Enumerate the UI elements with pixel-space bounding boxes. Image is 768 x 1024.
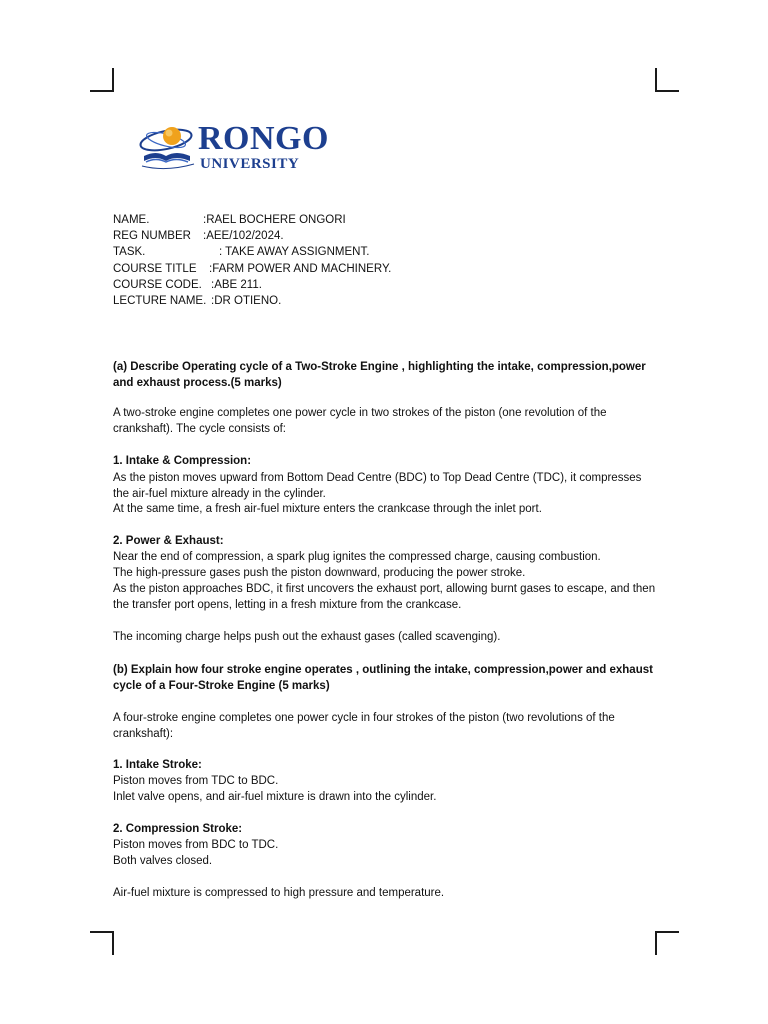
info-label: REG NUMBER bbox=[113, 230, 191, 243]
info-label: NAME. bbox=[113, 214, 150, 226]
info-value: :ABE 211. bbox=[211, 278, 262, 291]
section-intake-compression-text-2: At the same time, a fresh air-fuel mixture enters the crankcase through the inlet port. bbox=[113, 503, 542, 515]
info-value: : TAKE AWAY ASSIGNMENT. bbox=[219, 246, 370, 259]
section-power-exhaust-text-2: The high-pressure gases push the piston downward, producing the power stroke. bbox=[113, 567, 526, 579]
logo-emblem-icon bbox=[136, 120, 200, 174]
logo-subwordmark: UNIVERSITY bbox=[200, 156, 300, 172]
crop-mark-top-left bbox=[112, 68, 114, 92]
question-b-heading: (b) Explain how four stroke engine operates , outlining the intake, compression,power and exhaust cycle of a Four-Stroke Engine (5 marks) bbox=[113, 664, 653, 692]
section-intake-stroke-heading: 1. Intake Stroke: bbox=[113, 759, 202, 771]
crop-mark-bottom-right bbox=[655, 931, 657, 955]
crop-mark-top-left bbox=[90, 90, 114, 92]
info-value: :DR OTIENO. bbox=[211, 294, 282, 307]
info-value: :AEE/102/2024. bbox=[203, 230, 284, 243]
section-power-exhaust-text-4: The incoming charge helps push out the exhaust gases (called scavenging). bbox=[113, 631, 501, 643]
section-compression-stroke-text-2: Both valves closed. bbox=[113, 855, 213, 867]
info-label: COURSE TITLE bbox=[113, 262, 197, 275]
section-intake-compression-heading: 1. Intake & Compression: bbox=[113, 455, 252, 467]
section-compression-stroke-heading: 2. Compression Stroke: bbox=[113, 823, 243, 835]
info-value: :FARM POWER AND MACHINERY. bbox=[209, 262, 392, 275]
info-value: :RAEL BOCHERE ONGORI bbox=[203, 214, 346, 226]
section-intake-stroke-text-2: Inlet valve opens, and air-fuel mixture is drawn into the cylinder. bbox=[113, 791, 437, 803]
info-label: COURSE CODE. bbox=[113, 278, 202, 291]
crop-mark-top-right bbox=[655, 90, 679, 92]
section-power-exhaust-heading: 2. Power & Exhaust: bbox=[113, 535, 224, 547]
info-label: TASK. bbox=[113, 246, 146, 259]
section-intake-stroke-text-1: Piston moves from TDC to BDC. bbox=[113, 775, 279, 787]
question-a-intro: A two-stroke engine completes one power cycle in two strokes of the piston (one revolution of the crankshaft). The cycle consists of: bbox=[113, 407, 607, 435]
crop-mark-top-right bbox=[655, 68, 657, 92]
section-power-exhaust-text-1: Near the end of compression, a spark plug ignites the compressed charge, causing combustion. bbox=[113, 551, 601, 563]
info-label: LECTURE NAME. bbox=[113, 294, 207, 307]
section-compression-stroke-text-3: Air-fuel mixture is compressed to high pressure and temperature. bbox=[113, 887, 445, 899]
crop-mark-bottom-left bbox=[90, 931, 114, 933]
crop-mark-bottom-left bbox=[112, 931, 114, 955]
section-power-exhaust-text-3: As the piston approaches BDC, it first uncovers the exhaust port, allowing burnt gases to escape, and then the transfer port opens, letting in a fresh mixture from the crankcase. bbox=[113, 583, 656, 611]
section-compression-stroke-text-1: Piston moves from BDC to TDC. bbox=[113, 839, 279, 851]
crop-mark-bottom-right bbox=[655, 931, 679, 933]
university-logo bbox=[136, 120, 329, 180]
question-a-heading: (a) Describe Operating cycle of a Two-Stroke Engine , highlighting the intake, compression,power and exhaust process.(5 marks) bbox=[113, 361, 646, 389]
logo-wordmark: RONGO bbox=[198, 120, 329, 157]
section-intake-compression-text: As the piston moves upward from Bottom Dead Centre (BDC) to Top Dead Centre (TDC), it compresses the air-fuel mixture already in the cylinder. bbox=[113, 472, 642, 500]
question-b-intro: A four-stroke engine completes one power cycle in four strokes of the piston (two revolutions of the crankshaft): bbox=[113, 712, 615, 740]
